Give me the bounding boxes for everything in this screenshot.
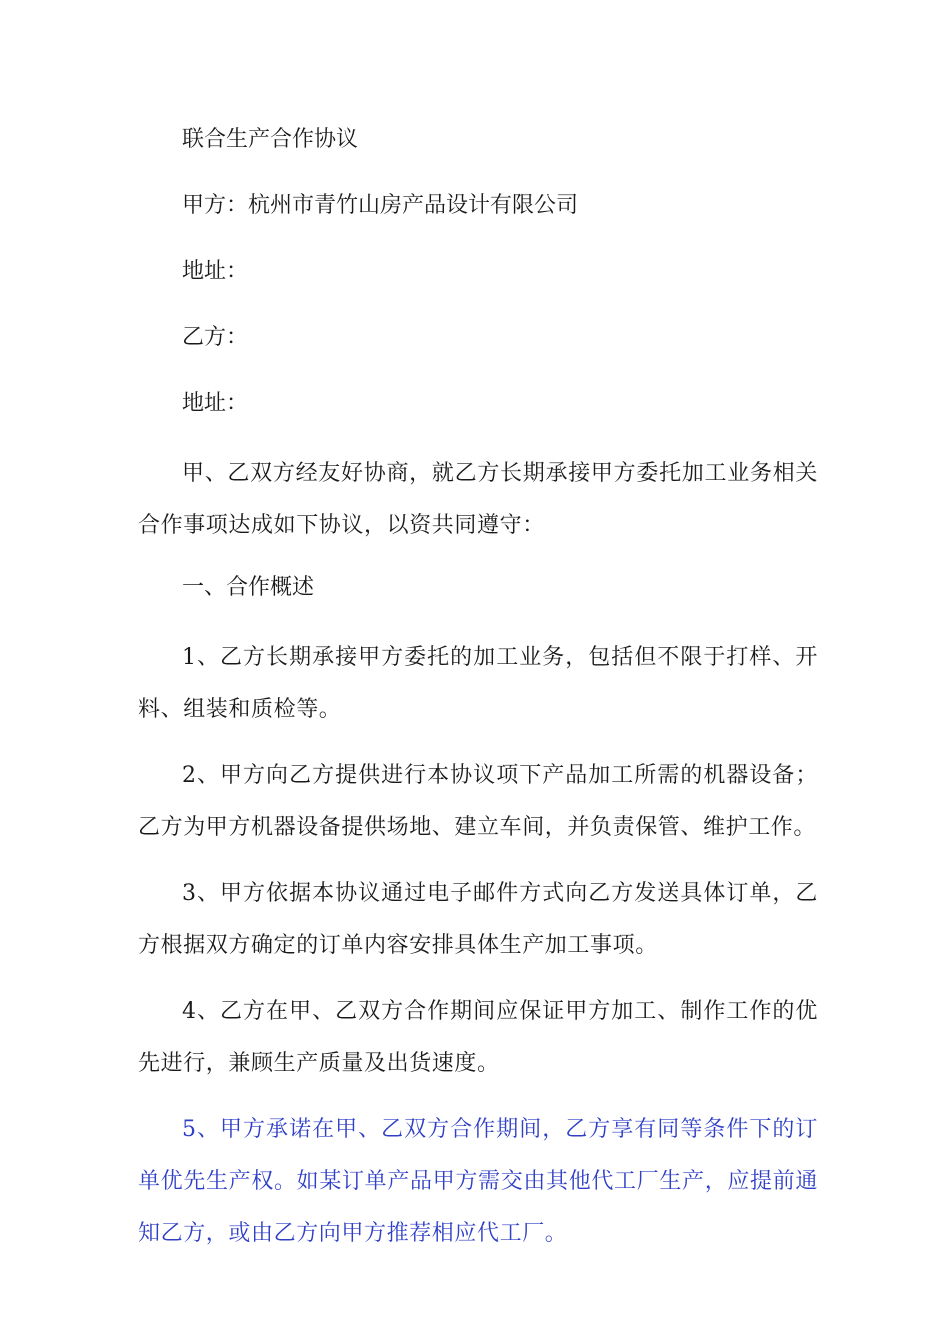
party-b-address-line: 地址： bbox=[182, 391, 249, 416]
document-body bbox=[138, 118, 818, 1274]
section-heading: 一、合作概述 bbox=[182, 575, 315, 600]
clause-1: 1、乙方长期承接甲方委托的加工业务，包括但不限于打样、开料、组装和质检等。 bbox=[138, 645, 818, 722]
clause-4: 4、乙方在甲、乙双方合作期间应保证甲方加工、制作工作的优先进行，兼顾生产质量及出货速度。 bbox=[138, 999, 818, 1076]
party-b-line: 乙方： bbox=[182, 325, 249, 350]
party-a-line: 甲方：杭州市青竹山房产品设计有限公司 bbox=[182, 193, 579, 218]
clause-5-highlighted: 5、甲方承诺在甲、乙双方合作期间，乙方享有同等条件下的订单优先生产权。如某订单产品甲方需交由其他代工厂生产，应提前通知乙方，或由乙方向甲方推荐相应代工厂。 bbox=[138, 1117, 818, 1246]
preamble-paragraph: 甲、乙双方经友好协商，就乙方长期承接甲方委托加工业务相关合作事项达成如下协议，以资共同遵守： bbox=[138, 461, 818, 538]
document-title: 联合生产合作协议 bbox=[182, 127, 359, 152]
clause-3: 3、甲方依据本协议通过电子邮件方式向乙方发送具体订单，乙方根据双方确定的订单内容安排具体生产加工事项。 bbox=[138, 881, 818, 958]
clause-2: 2、甲方向乙方提供进行本协议项下产品加工所需的机器设备；乙方为甲方机器设备提供场地、建立车间，并负责保管、维护工作。 bbox=[138, 763, 818, 840]
party-a-address-line: 地址： bbox=[182, 259, 249, 284]
